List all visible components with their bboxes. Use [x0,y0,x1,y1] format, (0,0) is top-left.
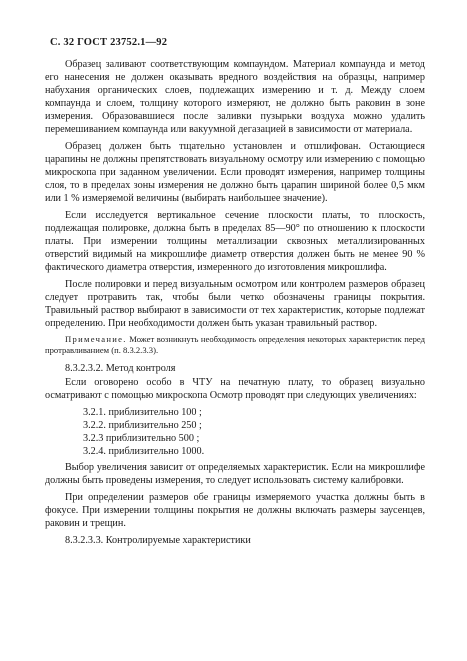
paragraph-control-intro: Если оговорено особо в ЧТУ на печатную плату, то образец визуально осматривают с помощью микроскопа Осмотр проводят при следующих увеличениях: [45,377,425,401]
paragraph-sample-polishing: Образец должен быть тщательно установлен и отшлифован. Остающиеся царапины не должны препятствовать визуальному осмотру или измерению с помощью микроскопа при заданном увеличении. Если проводят измерения, например толщины слоя, то в пределах зоны измерения не должно быть царапин шириной более 0,5 мкм или 1 % измеряемой величины (выбирать наибольшее значение). [45,141,425,204]
paragraph-etching: После полировки и перед визуальным осмотром или контролем размеров образец следует протравить так, чтобы были четко обозначены границы покрытия. Травильный раствор выбирают в зависимости от тех характеристик, которые подлежат определению. При необходимости должен быть указан травильный раствор. [45,279,425,329]
section-heading-controlled-characteristics: 8.3.2.3.3. Контролируемые характеристики [65,535,251,546]
section-heading-control-method: 8.3.2.3.2. Метод контроля [65,363,176,374]
paragraph-magnification-choice: Выбор увеличения зависит от определяемых характеристик. Если на микрошлифе должны быть проведены измерения, то следует использовать систему калибровки. [45,462,425,486]
list-item: 3.2.3 приблизительно 500 ; [83,433,200,444]
page-content [45,58,425,548]
note-text: Может возникнуть необходимость определения некоторых характеристик перед протравливанием (п. 8.3.2.3.3). [45,334,425,355]
paragraph-size-measurement: При определении размеров обе границы измеряемого участка должны быть в фокусе. При измерении толщины покрытия не должны включать размеры заусенцев, раковин и трещин. [45,492,425,529]
note-label: Примечание. [65,334,127,344]
page-header: С. 32 ГОСТ 23752.1—92 [50,37,168,48]
paragraph-sample-embedding: Образец заливают соответствующим компаундом. Материал компаунда и метод его нанесения не должен оказывать вредного воздействия на образцы, например набухания органических слоев, подлежащих измерению и т. д. Между слоем компаунда и слоем, толщину которого измеряют, не должно быть раковин в зоне измерения. Образовавшиеся после заливки пузырьки воздуха можно удалить перемешиванием компаунда или вакуумной дегазацией в зависимости от материала. [45,59,425,135]
magnification-list [45,406,425,458]
note [45,334,425,356]
list-item: 3.2.1. приблизительно 100 ; [83,407,202,418]
list-item: 3.2.4. приблизительно 1000. [83,446,205,457]
list-item: 3.2.2. приблизительно 250 ; [83,420,202,431]
paragraph-vertical-section: Если исследуется вертикальное сечение плоскости платы, то плоскость, подлежащая полировке, должна быть в пределах 85—90° по отношению к плоскости платы. При измерении толщины металлизации сквозных металлизированных отверстий видимый на микрошлифе диаметр отверстия должен быть не менее 90 % фактического диаметра отверстия, измеренного до изготовления микрошлифа. [45,210,425,273]
